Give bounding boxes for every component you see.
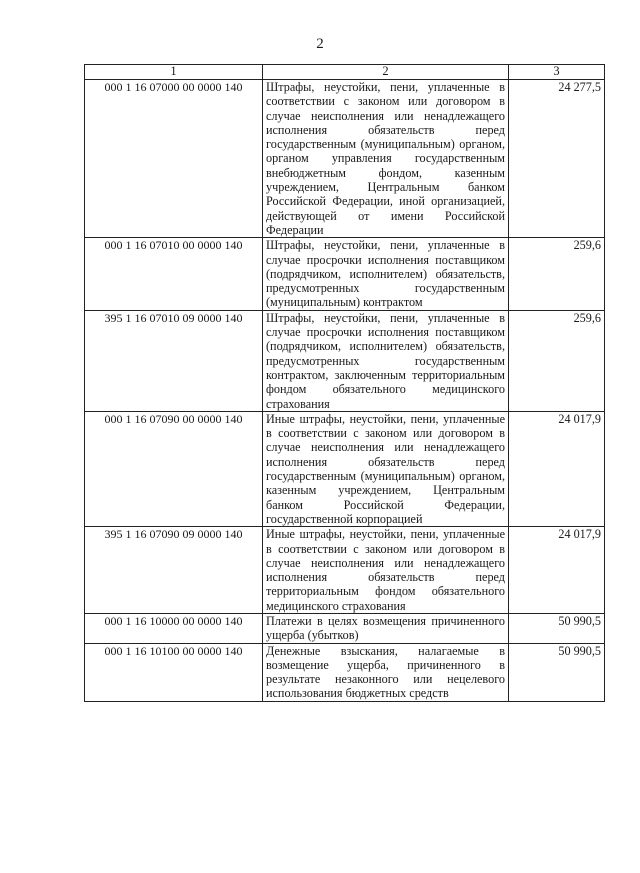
row-name: Иные штрафы, неустойки, пени, уплаченные в соответствии с законом или договором в случае неисполнения или ненадлежащего исполнения обязательств перед государственным (муниципальным) органом, казенным учреждением, Центральным банком Российской Федерации, государственной корпорацией xyxy=(263,411,509,526)
row-code: 000 1 16 07010 00 0000 140 xyxy=(85,238,263,310)
row-name: Штрафы, неустойки, пени, уплаченные в случае просрочки исполнения поставщиком (подрядчиком, исполнителем) обязательств, предусмотренных государственным (муниципальным) контрактом xyxy=(263,238,509,310)
column-header-amount: 3 xyxy=(509,65,605,80)
row-code: 000 1 16 10000 00 0000 140 xyxy=(85,613,263,643)
table-row xyxy=(85,527,605,614)
page-number: 2 xyxy=(316,36,324,52)
row-amount: 24 277,5 xyxy=(509,80,605,238)
row-code: 395 1 16 07090 09 0000 140 xyxy=(85,527,263,614)
row-amount: 50 990,5 xyxy=(509,643,605,701)
row-code: 000 1 16 10100 00 0000 140 xyxy=(85,643,263,701)
row-amount: 24 017,9 xyxy=(509,527,605,614)
table-header-row xyxy=(85,65,605,80)
column-header-name: 2 xyxy=(263,65,509,80)
row-amount: 259,6 xyxy=(509,310,605,411)
row-name: Иные штрафы, неустойки, пени, уплаченные в соответствии с законом или договором в случае неисполнения или ненадлежащего исполнения обязательств перед территориальным фондом обязательного медицинского страхования xyxy=(263,527,509,614)
row-amount: 50 990,5 xyxy=(509,613,605,643)
table-row xyxy=(85,411,605,526)
column-header-code: 1 xyxy=(85,65,263,80)
table-row xyxy=(85,80,605,238)
row-amount: 259,6 xyxy=(509,238,605,310)
row-code: 395 1 16 07010 09 0000 140 xyxy=(85,310,263,411)
row-name: Штрафы, неустойки, пени, уплаченные в случае просрочки исполнения поставщиком (подрядчиком, исполнителем) обязательств, предусмотренных государственным контрактом, заключенным территориальным фондом обязательного медицинского страхования xyxy=(263,310,509,411)
row-code: 000 1 16 07000 00 0000 140 xyxy=(85,80,263,238)
table-row xyxy=(85,613,605,643)
row-name: Денежные взыскания, налагаемые в возмещение ущерба, причиненного в результате незаконного или нецелевого использования бюджетных средств xyxy=(263,643,509,701)
table-row xyxy=(85,643,605,701)
table-row xyxy=(85,310,605,411)
row-amount: 24 017,9 xyxy=(509,411,605,526)
budget-revenue-table xyxy=(84,64,605,702)
row-name: Штрафы, неустойки, пени, уплаченные в соответствии с законом или договором в случае неисполнения или ненадлежащего исполнения обязательств перед государственным (муниципальным) органом, органом управления государственным внебюджетным фондом, казенным учреждением, Центральным банком Российской Федерации, иной организацией, действующей от имени Российской Федерации xyxy=(263,80,509,238)
row-name: Платежи в целях возмещения причиненного ущерба (убытков) xyxy=(263,613,509,643)
row-code: 000 1 16 07090 00 0000 140 xyxy=(85,411,263,526)
table-row xyxy=(85,238,605,310)
